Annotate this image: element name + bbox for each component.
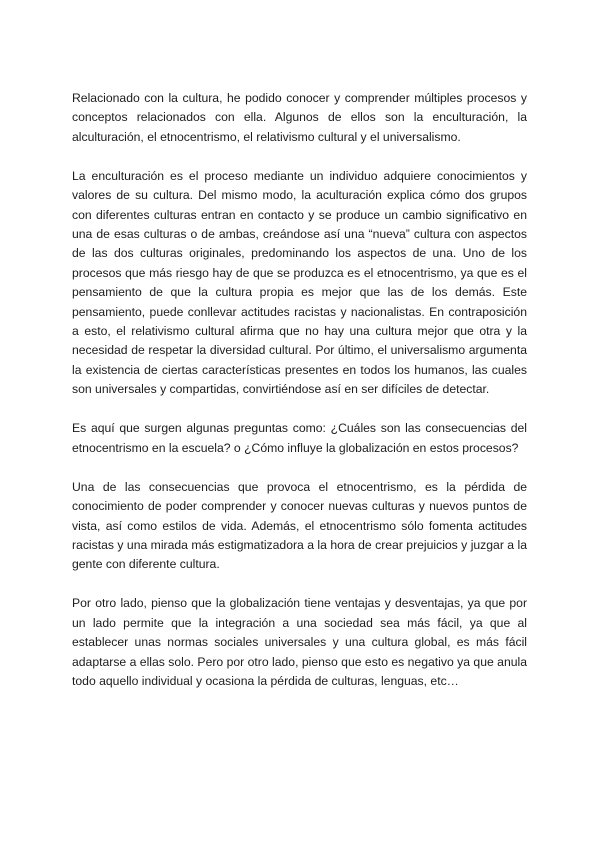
paragraph-questions: Es aquí que surgen algunas preguntas como: ¿Cuáles son las consecuencias del etnocentrismo en la escuela? o ¿Cómo influye la globalización en estos procesos? bbox=[72, 421, 527, 455]
paragraph-intro: Relacionado con la cultura, he podido conocer y comprender múltiples procesos y conceptos relacionados con ella. Algunos de ellos son la enculturación, la alculturación, el etnocentrismo, el relativismo cultural y el universalismo. bbox=[72, 91, 527, 144]
paragraph-consequences: Una de las consecuencias que provoca el etnocentrismo, es la pérdida de conocimiento de poder comprender y conocer nuevas culturas y nuevos puntos de vista, así como estilos de vida. Además, el etnocentrismo sólo fomenta actitudes racistas y una mirada más estigmatizadora a la hora de crear prejuicios y juzgar a la gente con diferente cultura. bbox=[72, 479, 527, 572]
document-body bbox=[72, 89, 527, 691]
paragraph-globalization: Por otro lado, pienso que la globalización tiene ventajas y desventajas, ya que por un lado permite que la integración a una sociedad sea más fácil, ya que al establecer unas normas sociales universales y una cultura global, es más fácil adaptarse a ellas solo. Pero por otro lado, pienso que esto es negativo ya que anula todo aquello individual y ocasiona la pérdida de culturas, lenguas, etc… bbox=[72, 596, 527, 688]
paragraph-concepts: La enculturación es el proceso mediante un individuo adquiere conocimientos y valores de su cultura. Del mismo modo, la aculturación explica cómo dos grupos con diferentes culturas entran en contacto y se produce un cambio significativo en una de esas culturas o de ambas, creándose así una “nueva” cultura con aspectos de las dos culturas originales, predominando los aspectos de una. Uno de los procesos que más riesgo hay de que se produzca es el etnocentrismo, ya que es el pensamiento de que la cultura propia es mejor que las de los demás. Este pensamiento, puede conllevar actitudes racistas y nacionalistas. En contraposición a esto, el relativismo cultural afirma que no hay una cultura mejor que otra y la necesidad de respetar la diversidad cultural. Por último, el universalismo argumenta la existencia de ciertas características presentes en todos los humanos, las cuales son universales y compartidas, convirtiéndose así en ser difíciles de detectar. bbox=[72, 168, 527, 397]
